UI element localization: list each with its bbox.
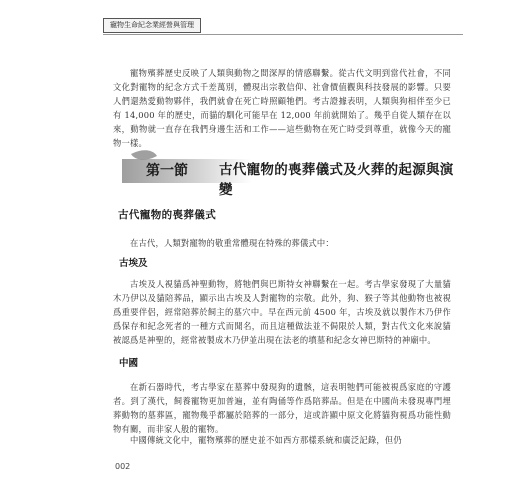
egypt-paragraph: 古埃及人視貓爲神聖動物，將牠們與巴斯特女神聯繫在一起。考古學家發現了大量貓木乃伊以及貓陪葬品，顯示出古埃及人對寵物的宗敬。此外，狗、猴子等其他動物也被視爲重要伴侶，經常陪葬於飼主的墓穴中。早在西元前 4500 年，古埃及就以製作木乃伊作爲保存和紀念死者的一種方式而聞名，而且這種做法並不侷限於人類，對古代文化來說貓被認爲是神聖的，經常被製成木乃伊並出現在法老的墳墓和紀念女神巴斯特的神廟中。 bbox=[113, 279, 451, 345]
china-paragraph-continued: 中國傳統文化中，寵物殯葬的歷史並不如西方那樣系統和廣泛記錄，但仍 bbox=[130, 435, 402, 445]
page-number: 002 bbox=[115, 462, 131, 471]
running-header: 寵物生命紀念業經營與管理 bbox=[103, 18, 201, 33]
header-divider bbox=[103, 34, 463, 35]
region-heading-egypt: 古埃及 bbox=[119, 258, 148, 269]
region-heading-china: 中國 bbox=[119, 358, 139, 369]
section-label: 第一節 bbox=[146, 163, 188, 179]
ancient-intro-paragraph: 在古代，人類對寵物的敬重常體現在特殊的葬儀式中： bbox=[130, 238, 334, 248]
china-paragraph: 在新石器時代，考古學家在墓葬中發現狗的遺骸，這表明牠們可能被視爲家庭的守護者。到了漢代，飼養寵物更加普遍，並有陶俑等作爲陪葬品。但是在中國尚未發現專門埋葬動物的墓葬區，寵物幾乎都屬於陪葬的一部分，這或許顯中原文化將貓狗視爲功能性動物有關，而非家人般的寵物。 bbox=[113, 382, 451, 434]
section-title: 古代寵物的喪葬儀式及火葬的起源與演變 bbox=[219, 162, 454, 198]
subheading: 古代寵物的喪葬儀式 bbox=[118, 209, 217, 221]
intro-paragraph: 寵物殯葬歷史反映了人類與動物之間深厚的情感聯繫。從古代文明到當代社會，不同文化對寵物的紀念方式千差萬別，體現出宗教信仰、社會價值觀與科技發展的影響。只要人們還熱愛動物夥伴，我們就會在死亡時照顧牠們。考古證據表明，人類與狗相伴至少已有 14,000 年的歷史，而貓的馴化可能早在 12,000 年前就開始了。幾乎自從人類存在以來，動物就一直存在我們身邊生活和工作——這些動物在死亡時受到尊重，就像今天的寵物一樣。 bbox=[113, 68, 451, 148]
section-heading bbox=[122, 155, 458, 203]
